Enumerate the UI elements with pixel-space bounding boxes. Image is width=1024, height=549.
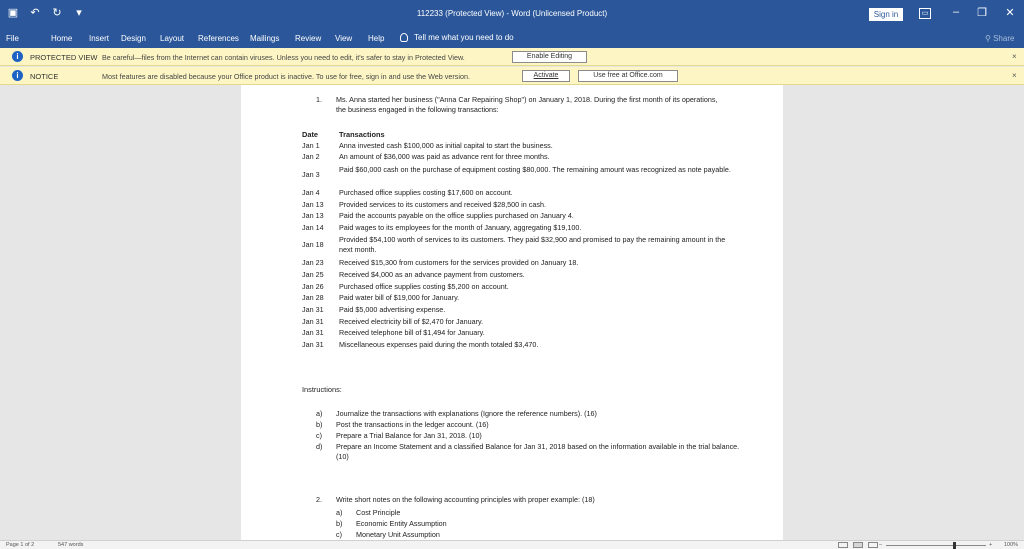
transaction-text: Paid $60,000 cash on the purchase of equipment costing $80,000. The remaining amount was recognized as note payable.	[339, 165, 731, 174]
transaction-date: Jan 13	[302, 211, 324, 220]
sign-in-button[interactable]: Sign in	[869, 8, 903, 21]
zoom-out-button[interactable]: –	[879, 542, 883, 548]
list-item-marker: b)	[336, 519, 343, 528]
transaction-date: Jan 18	[302, 240, 324, 249]
tell-me-search[interactable]	[400, 33, 514, 42]
transaction-text: Received $15,300 from customers for the services provided on January 18.	[339, 258, 579, 267]
transaction-date: Jan 14	[302, 223, 324, 232]
list-item-text: Monetary Unit Assumption	[356, 530, 440, 539]
transaction-text: An amount of $36,000 was paid as advance rent for three months.	[339, 152, 550, 161]
share-button[interactable]	[985, 34, 1014, 43]
person-icon: ⚲	[985, 34, 991, 43]
transaction-date: Jan 3	[302, 170, 320, 179]
title-bar	[0, 0, 1024, 30]
undo-icon[interactable]: ↶	[30, 7, 40, 19]
list-item-marker: c)	[336, 530, 342, 539]
tab-review[interactable]: Review	[295, 34, 322, 43]
page-count[interactable]: Page 1 of 2	[6, 542, 35, 548]
transaction-text: Anna invested cash $100,000 as initial capital to start the business.	[339, 141, 553, 150]
use-free-button[interactable]: Use free at Office.com	[578, 70, 678, 82]
tab-design[interactable]: Design	[121, 34, 146, 43]
activate-button[interactable]: Activate	[522, 70, 570, 82]
notice-label: NOTICE	[30, 72, 59, 81]
customize-icon[interactable]: ▾	[76, 7, 82, 19]
transaction-text: Paid water bill of $19,000 for January.	[339, 293, 460, 302]
transaction-date: Jan 31	[302, 328, 324, 337]
instructions-label: Instructions:	[302, 385, 342, 394]
question-number: 2.	[316, 495, 322, 504]
list-item-marker: a)	[316, 409, 323, 418]
close-protected-bar-icon[interactable]: ×	[1012, 52, 1017, 61]
transaction-text: Provided services to its customers and received $28,500 in cash.	[339, 200, 546, 209]
info-icon: i	[12, 51, 23, 62]
transaction-text: Received telephone bill of $1,494 for January.	[339, 328, 485, 337]
tab-help[interactable]: Help	[368, 34, 385, 43]
protected-view-label: PROTECTED VIEW	[30, 53, 98, 62]
restore-button[interactable]: ❐	[977, 7, 987, 19]
transaction-date: Jan 4	[302, 188, 320, 197]
transaction-date: Jan 1	[302, 141, 320, 150]
list-item-text: Post the transactions in the ledger account. (16)	[336, 420, 489, 429]
zoom-in-button[interactable]: +	[989, 542, 993, 548]
transaction-text: Received $4,000 as an advance payment from customers.	[339, 270, 525, 279]
transaction-date: Jan 25	[302, 270, 324, 279]
transaction-date: Jan 31	[302, 340, 324, 349]
status-bar	[0, 540, 1024, 549]
web-layout-icon[interactable]	[868, 542, 878, 548]
zoom-level[interactable]: 100%	[1004, 542, 1019, 548]
question-text: Ms. Anna started her business ("Anna Car Repairing Shop") on January 1, 2018. During the first month of its operations, the business engaged in the following transactions:	[336, 95, 718, 114]
list-item-marker: b)	[316, 420, 323, 429]
notice-message: Most features are disabled because your Office product is inactive. To use for free, sign in and use the Web version.	[102, 72, 470, 81]
transaction-date: Jan 28	[302, 293, 324, 302]
list-item-text: Journalize the transactions with explanations (Ignore the reference numbers). (16)	[336, 409, 597, 418]
tab-layout[interactable]: Layout	[160, 34, 185, 43]
transaction-date: Jan 23	[302, 258, 324, 267]
zoom-slider-handle[interactable]	[953, 542, 956, 549]
transaction-text: Paid $5,000 advertising expense.	[339, 305, 446, 314]
transaction-text: Provided $54,100 worth of services to its customers. They paid $32,900 and promised to pay the remaining amount in the next month.	[339, 235, 726, 254]
word-count[interactable]: 547 words	[58, 542, 84, 548]
list-item-text: Prepare a Trial Balance for Jan 31, 2018. (10)	[336, 431, 482, 440]
info-icon: i	[12, 70, 23, 81]
tab-references[interactable]: References	[198, 34, 239, 43]
document-area[interactable]	[0, 85, 1024, 540]
tab-file[interactable]: File	[6, 34, 19, 43]
list-item-text: Cost Principle	[356, 508, 401, 517]
tab-home[interactable]: Home	[51, 34, 73, 43]
transaction-text: Purchased office supplies costing $5,200 on account.	[339, 282, 509, 291]
lightbulb-icon	[400, 33, 408, 42]
transaction-text: Purchased office supplies costing $17,600 on account.	[339, 188, 513, 197]
read-mode-icon[interactable]	[838, 542, 848, 548]
enable-editing-button[interactable]: Enable Editing	[512, 51, 587, 63]
save-icon[interactable]: ▣	[7, 7, 19, 19]
list-item-text: Prepare an Income Statement and a classified Balance for Jan 31, 2018 based on the information available in the trial balance. (10)	[336, 442, 740, 461]
list-item-text: Economic Entity Assumption	[356, 519, 447, 528]
tell-me-label: Tell me what you need to do	[414, 33, 514, 42]
redo-icon[interactable]: ↻	[52, 7, 62, 19]
transaction-date: Jan 31	[302, 305, 324, 314]
column-header-date: Date	[302, 130, 319, 139]
print-layout-icon[interactable]	[853, 542, 863, 548]
transaction-date: Jan 31	[302, 317, 324, 326]
ribbon-display-options-icon[interactable]: ▭	[919, 8, 931, 19]
protected-view-message: Be careful—files from the Internet can contain viruses. Unless you need to edit, it's safer to stay in Protected View.	[102, 53, 465, 62]
list-item-marker: d)	[316, 442, 323, 451]
list-item-marker: c)	[316, 431, 322, 440]
protected-view-bar	[0, 48, 1024, 66]
tab-insert[interactable]: Insert	[89, 34, 110, 43]
close-button[interactable]: ✕	[1005, 7, 1015, 19]
list-item-marker: a)	[336, 508, 343, 517]
transaction-text: Paid the accounts payable on the office supplies purchased on January 4.	[339, 211, 574, 220]
tab-mailings[interactable]: Mailings	[250, 34, 280, 43]
transaction-date: Jan 13	[302, 200, 324, 209]
window-title: 112233 (Protected View) - Word (Unlicensed Product)	[416, 9, 608, 18]
transaction-text: Paid wages to its employees for the month of January, aggregating $19,100.	[339, 223, 582, 232]
transaction-text: Received electricity bill of $2,470 for January.	[339, 317, 484, 326]
share-label: Share	[993, 34, 1015, 43]
notice-bar	[0, 67, 1024, 85]
question-number: 1.	[316, 95, 322, 104]
minimize-button[interactable]: –	[952, 6, 960, 18]
document-page[interactable]	[241, 85, 783, 540]
ribbon-tabs	[0, 30, 1024, 48]
question-text: Write short notes on the following accounting principles with proper example: (18)	[336, 495, 595, 504]
transaction-text: Miscellaneous expenses paid during the month totaled $3,470.	[339, 340, 539, 349]
close-notice-bar-icon[interactable]: ×	[1012, 71, 1017, 80]
transaction-date: Jan 2	[302, 152, 320, 161]
transaction-date: Jan 26	[302, 282, 324, 291]
zoom-slider-track[interactable]	[886, 545, 986, 546]
column-header-transactions: Transactions	[339, 130, 385, 139]
tab-view[interactable]: View	[335, 34, 353, 43]
